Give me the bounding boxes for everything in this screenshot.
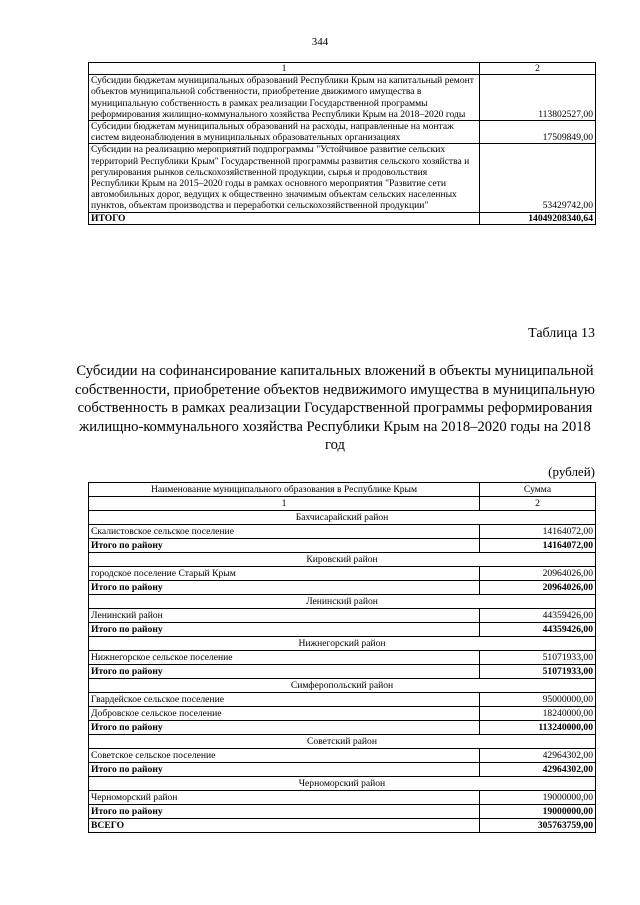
table-title: Субсидии на софинансирование капитальных вложений в объекты муниципальной собственности, приобретение объектов недвижимого имущества в муниципальную собственность в рамках реализации Государственной программы реформирования жилищно-коммунального хозяйства Республики Крым на 2018–2020 годы на 2018 год: [75, 363, 595, 453]
column-number-2: 2: [480, 497, 596, 511]
district-total-amount: 51071933,00: [480, 665, 596, 679]
district-name: Нижнегорский район: [89, 637, 596, 651]
settlement-name: Добровское сельское поселение: [89, 707, 480, 721]
district-total-label: Итого по району: [89, 581, 480, 595]
district-total-amount: 44359426,00: [480, 623, 596, 637]
table-row: [89, 707, 596, 721]
table-row: [89, 144, 596, 212]
district-header: [89, 679, 596, 693]
district-total-amount: 20964026,00: [480, 581, 596, 595]
settlement-amount: 44359426,00: [480, 609, 596, 623]
settlement-amount: 18240000,00: [480, 707, 596, 721]
table-13: [88, 482, 596, 833]
settlement-amount: 14164072,00: [480, 525, 596, 539]
settlement-amount: 19000000,00: [480, 791, 596, 805]
total-amount: 14049208340,64: [480, 212, 596, 224]
table-row: [89, 121, 596, 144]
table-row: [89, 651, 596, 665]
district-total-label: Итого по району: [89, 763, 480, 777]
district-total-row: [89, 805, 596, 819]
district-header: [89, 511, 596, 525]
district-header: [89, 595, 596, 609]
header-name: Наименование муниципального образования в Республике Крым: [89, 483, 480, 497]
units-label: (рублей): [548, 464, 595, 479]
district-total-label: Итого по району: [89, 721, 480, 735]
column-number-1: 1: [89, 497, 480, 511]
column-number-row: [89, 497, 596, 511]
table-row: [89, 791, 596, 805]
settlement-name: городское поселение Старый Крым: [89, 567, 480, 581]
table-row: [89, 75, 596, 121]
settlement-name: Гвардейское сельское поселение: [89, 693, 480, 707]
district-total-row: [89, 665, 596, 679]
district-name: Симферопольский район: [89, 679, 596, 693]
district-total-amount: 113240000,00: [480, 721, 596, 735]
column-number-2: 2: [480, 63, 596, 75]
header-sum: Сумма: [480, 483, 596, 497]
subsidies-table-continued: [88, 62, 596, 225]
table-header-row: [89, 483, 596, 497]
settlement-name: Ленинский район: [89, 609, 480, 623]
district-name: Кировский район: [89, 553, 596, 567]
settlement-amount: 95000000,00: [480, 693, 596, 707]
district-total-row: [89, 721, 596, 735]
district-header: [89, 553, 596, 567]
total-label: ИТОГО: [89, 212, 480, 224]
page-number: 344: [311, 36, 329, 48]
district-total-label: Итого по району: [89, 539, 480, 553]
table-row: [89, 749, 596, 763]
row-amount: 113802527,00: [480, 75, 596, 121]
settlement-name: Черноморский район: [89, 791, 480, 805]
row-name: Субсидии бюджетам муниципальных образований Республики Крым на капитальный ремонт объектов муниципальной собственности, приобретение движимого имущества в муниципальную собственность в рамках реализации Государственной программы реформирования жилищно-коммунального хозяйства Республики Крым на 2018–2020 годы: [89, 75, 480, 121]
district-header: [89, 735, 596, 749]
total-row: [89, 212, 596, 224]
table-row: [89, 609, 596, 623]
row-name: Субсидии бюджетам муниципальных образований на расходы, направленные на монтаж систем видеонаблюдения в муниципальных образовательных организациях: [89, 121, 480, 144]
table-row: [89, 567, 596, 581]
district-header: [89, 637, 596, 651]
district-header: [89, 777, 596, 791]
district-total-amount: 42964302,00: [480, 763, 596, 777]
table-row: [89, 525, 596, 539]
grand-total-row: [89, 819, 596, 833]
district-total-label: Итого по району: [89, 665, 480, 679]
district-total-row: [89, 763, 596, 777]
district-name: Ленинский район: [89, 595, 596, 609]
settlement-amount: 51071933,00: [480, 651, 596, 665]
district-name: Советский район: [89, 735, 596, 749]
row-name: Субсидии на реализацию мероприятий подпрограммы "Устойчивое развитие сельских территорий Республики Крым" Государственной программы развития сельского хозяйства и регулирования рынков сельскохозяйственной продукции, сырья и продовольствия Республики Крым на 2015–2020 годы в рамках основного мероприятия "Развитие сети автомобильных дорог, ведущих к общественно значимым объектам сельских населенных пунктов, объектам производства и переработки сельскохозяйственной продукции": [89, 144, 480, 212]
grand-total-label: ВСЕГО: [89, 819, 480, 833]
district-total-row: [89, 539, 596, 553]
settlement-name: Скалистовское сельское поселение: [89, 525, 480, 539]
district-name: Бахчисарайский район: [89, 511, 596, 525]
row-amount: 53429742,00: [480, 144, 596, 212]
grand-total-amount: 305763759,00: [480, 819, 596, 833]
table-row: [89, 693, 596, 707]
district-total-label: Итого по району: [89, 623, 480, 637]
district-name: Черноморский район: [89, 777, 596, 791]
district-total-label: Итого по району: [89, 805, 480, 819]
settlement-amount: 20964026,00: [480, 567, 596, 581]
column-number-1: 1: [89, 63, 480, 75]
district-total-amount: 14164072,00: [480, 539, 596, 553]
settlement-name: Нижнегорское сельское поселение: [89, 651, 480, 665]
table-label: Таблица 13: [528, 326, 595, 341]
district-total-row: [89, 581, 596, 595]
table-header-row: [89, 63, 596, 75]
district-total-amount: 19000000,00: [480, 805, 596, 819]
row-amount: 17509849,00: [480, 121, 596, 144]
district-total-row: [89, 623, 596, 637]
settlement-name: Советское сельское поселение: [89, 749, 480, 763]
settlement-amount: 42964302,00: [480, 749, 596, 763]
